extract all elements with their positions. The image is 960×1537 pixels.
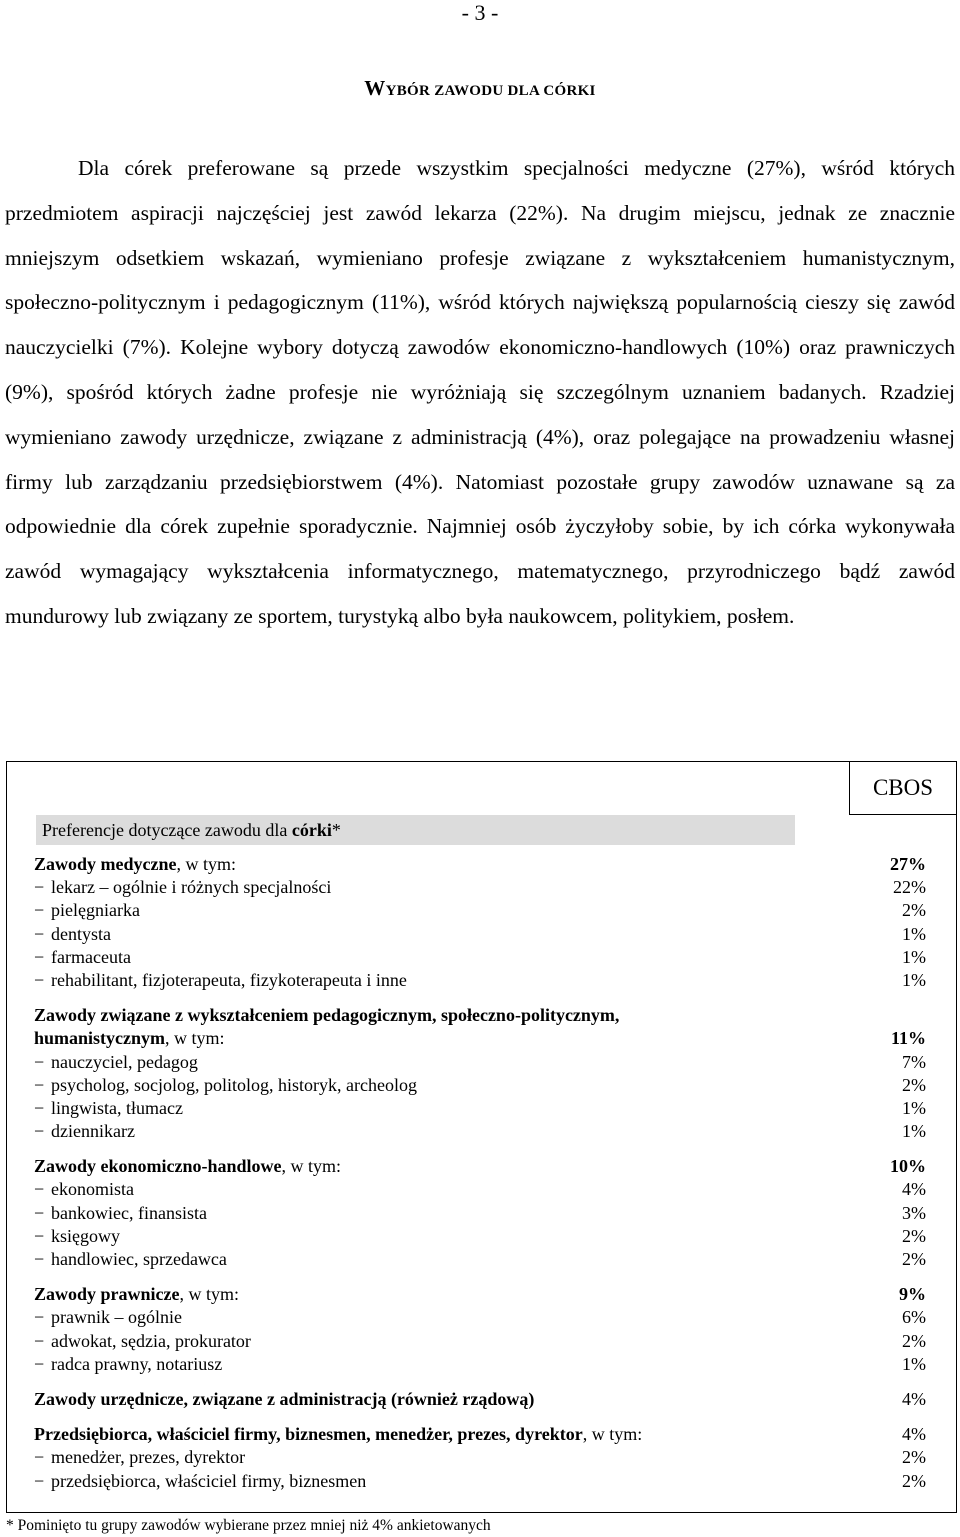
title-rest: YBÓR ZAWODU DLA CÓRKI xyxy=(385,83,596,99)
group-heading-label xyxy=(34,1423,642,1446)
table-row xyxy=(34,1306,926,1329)
group-heading-bold: humanistycznym xyxy=(34,1028,166,1049)
row-text: bankowiec, finansista xyxy=(51,1202,207,1223)
row-value: 1% xyxy=(902,1121,926,1142)
row-text: lingwista, tłumacz xyxy=(51,1097,183,1118)
group-value: 10% xyxy=(890,1156,926,1177)
dash-mark: − xyxy=(34,1074,45,1095)
group-heading-label xyxy=(34,1283,239,1306)
row-value: 2% xyxy=(902,1074,926,1095)
group-value: 9% xyxy=(899,1284,926,1305)
row-label xyxy=(34,969,407,992)
table-row xyxy=(34,1074,926,1097)
row-label xyxy=(34,923,111,946)
row-value: 2% xyxy=(902,1330,926,1351)
group-heading-rest: , w tym: xyxy=(582,1424,643,1445)
row-text: pielęgniarka xyxy=(51,900,140,921)
row-text: lekarz – ogólnie i różnych specjalności xyxy=(51,877,332,898)
row-text: handlowiec, sprzedawca xyxy=(51,1249,227,1269)
table-row xyxy=(34,876,926,899)
group-heading-row xyxy=(34,1283,926,1306)
group-heading-rest: , w tym: xyxy=(176,854,237,874)
row-text: adwokat, sędzia, prokurator xyxy=(51,1330,251,1351)
dash-mark: − xyxy=(34,1225,45,1246)
row-text: księgowy xyxy=(51,1225,120,1246)
row-label xyxy=(34,1097,183,1120)
row-value: 1% xyxy=(902,1097,926,1118)
group-heading-bold: Zawody ekonomiczno-handlowe xyxy=(34,1156,282,1177)
table-row xyxy=(34,969,926,992)
group-heading-row xyxy=(34,1004,926,1027)
row-value: 1% xyxy=(902,923,926,944)
row-value: 2% xyxy=(902,1447,926,1468)
table-row xyxy=(34,1470,926,1493)
row-label xyxy=(34,876,331,899)
row-label xyxy=(34,946,131,969)
dash-mark: − xyxy=(34,877,45,898)
row-text: dziennikarz xyxy=(51,1121,135,1142)
row-text: nauczyciel, pedagog xyxy=(51,1051,198,1072)
dash-mark: − xyxy=(34,1202,45,1223)
row-label xyxy=(34,1470,366,1493)
dash-mark: − xyxy=(34,1447,45,1468)
table-row xyxy=(34,1446,926,1469)
table-title-prefix: Preferencje dotyczące zawodu dla xyxy=(42,820,292,840)
row-text: farmaceuta xyxy=(51,946,131,967)
row-label xyxy=(34,1306,182,1329)
row-value: 7% xyxy=(902,1051,926,1072)
row-label xyxy=(34,1446,245,1469)
table-row xyxy=(34,1330,926,1353)
row-label xyxy=(34,1330,251,1353)
group-heading-label xyxy=(34,1388,534,1411)
row-label xyxy=(34,1051,198,1074)
group-heading-bold: Zawody urzędnicze, związane z administracją (również rządową) xyxy=(34,1388,535,1409)
group-heading-rest: , w tym: xyxy=(179,1284,240,1305)
table-title-suffix: * xyxy=(331,820,341,840)
dash-mark: − xyxy=(34,1097,45,1118)
row-label xyxy=(34,1178,134,1201)
table-box xyxy=(6,761,957,1513)
group-heading-row xyxy=(34,1423,926,1446)
row-label xyxy=(34,1120,135,1143)
row-text: ekonomista xyxy=(51,1179,134,1200)
group-value: 11% xyxy=(890,1028,926,1049)
row-value: 2% xyxy=(902,1470,926,1491)
dash-mark: − xyxy=(34,900,45,921)
body-paragraph: Dla córek preferowane są przede wszystkim specjalności medyczne (27%), wśród których przedmiotem aspiracji najczęściej jest zawód lekarza (22%). Na drugim miejscu, jednak ze znacznie mniejszym odsetkiem wskazań, wymieniano profesje związane z wykształceniem humanistycznym, społeczno-politycznym i pedagogicznym (11%), wśród których największą popularnością cieszy się zawód nauczycielki (7%). Kolejne wybory dotyczą zawodów ekonomiczno-handlowych (10%) oraz prawniczych (9%), spośród których żadne profesje nie wyróżniają się szczególnym uznaniem badanych. Rzadziej wymieniano zawody urzędnicze, związane z administracją (4%), oraz polegające na prowadzeniu własnej firmy lub zarządzaniu przedsiębiorstwem (4%). Natomiast pozostałe grupy zawodów uznawane są za odpowiednie dla córek zupełnie sporadycznie. Najmniej osób życzyłoby sobie, by ich córka wykonywała zawód wymagający wykształcenia informatycznego, matematycznego, przyrodniczego bądź zawód mundurowy lub związany ze sportem, turystyką albo była naukowcem, politykiem, posłem. xyxy=(5,156,955,628)
row-text: psycholog, socjolog, politolog, historyk, archeolog xyxy=(51,1074,417,1095)
table-title-bold: córki xyxy=(291,820,332,840)
section-title xyxy=(0,76,960,101)
table-row xyxy=(34,1202,926,1225)
table-row xyxy=(34,1248,926,1271)
group-value: 4% xyxy=(902,1388,926,1409)
row-label xyxy=(34,1248,227,1271)
row-value: 2% xyxy=(902,1249,926,1269)
group-heading-rest: , w tym: xyxy=(281,1156,342,1177)
dash-mark: − xyxy=(34,1330,45,1351)
group-heading-label xyxy=(34,1004,619,1027)
group-heading-label xyxy=(34,853,236,876)
row-value: 2% xyxy=(902,900,926,921)
row-text: prawnik – ogólnie xyxy=(51,1307,182,1328)
footnote: * Pominięto tu grupy zawodów wybierane przez mniej niż 4% ankietowanych xyxy=(6,1517,491,1534)
row-value: 2% xyxy=(902,1225,926,1246)
dash-mark: − xyxy=(34,1051,45,1072)
row-label xyxy=(34,899,140,922)
dash-mark: − xyxy=(34,1179,45,1200)
group-heading-row xyxy=(34,1388,926,1411)
source-label: CBOS xyxy=(849,762,956,815)
dash-mark: − xyxy=(34,1353,45,1374)
group-heading-bold: Zawody związane z wykształceniem pedagogicznym, społeczno-politycznym, xyxy=(34,1005,620,1026)
row-value: 3% xyxy=(902,1202,926,1223)
table-row xyxy=(34,1097,926,1120)
dash-mark: − xyxy=(34,1307,45,1328)
group-heading-row xyxy=(34,853,926,876)
row-value: 4% xyxy=(902,1179,926,1200)
row-text: rehabilitant, fizjoterapeuta, fizykoterapeuta i inne xyxy=(51,969,407,990)
dash-mark: − xyxy=(34,923,45,944)
table-row xyxy=(34,946,926,969)
group-heading-rest: , w tym: xyxy=(165,1028,225,1049)
row-text: menedżer, prezes, dyrektor xyxy=(51,1447,246,1468)
dash-mark: − xyxy=(34,1121,45,1142)
row-label xyxy=(34,1074,417,1097)
row-value: 1% xyxy=(902,969,926,990)
table-row xyxy=(34,1225,926,1248)
row-label xyxy=(34,1202,207,1225)
group-heading-bold: Zawody prawnicze xyxy=(34,1284,180,1305)
dash-mark: − xyxy=(34,1470,45,1491)
dash-mark: − xyxy=(34,946,45,967)
group-heading-row xyxy=(34,1027,926,1050)
row-value: 6% xyxy=(902,1307,926,1328)
row-value: 22% xyxy=(893,877,926,898)
group-heading-bold: Przedsiębiorca, właściciel firmy, biznesmen, menedżer, prezes, dyrektor xyxy=(34,1424,583,1445)
table-row xyxy=(34,1178,926,1201)
row-text: radca prawny, notariusz xyxy=(51,1353,223,1374)
table-row xyxy=(34,1353,926,1376)
group-value: 4% xyxy=(902,1424,926,1445)
row-text: dentysta xyxy=(51,923,111,944)
table-row xyxy=(34,923,926,946)
table-row xyxy=(34,1051,926,1074)
table-rows xyxy=(34,853,926,1493)
page-number: - 3 - xyxy=(461,0,499,25)
dash-mark: − xyxy=(34,1249,45,1269)
group-heading-label xyxy=(34,1027,225,1050)
dash-mark: − xyxy=(34,969,45,990)
row-label xyxy=(34,1353,222,1376)
table-row xyxy=(34,899,926,922)
table-row xyxy=(34,1120,926,1143)
title-initial: W xyxy=(364,76,386,100)
row-value: 1% xyxy=(902,946,926,967)
row-text: przedsiębiorca, właściciel firmy, biznesmen xyxy=(51,1470,367,1491)
group-heading-row xyxy=(34,1155,926,1178)
group-heading-bold: Zawody medyczne xyxy=(34,854,177,874)
group-heading-label xyxy=(34,1155,341,1178)
row-value: 1% xyxy=(902,1353,926,1374)
table-title xyxy=(36,815,795,845)
row-label xyxy=(34,1225,120,1248)
group-value: 27% xyxy=(890,854,926,874)
